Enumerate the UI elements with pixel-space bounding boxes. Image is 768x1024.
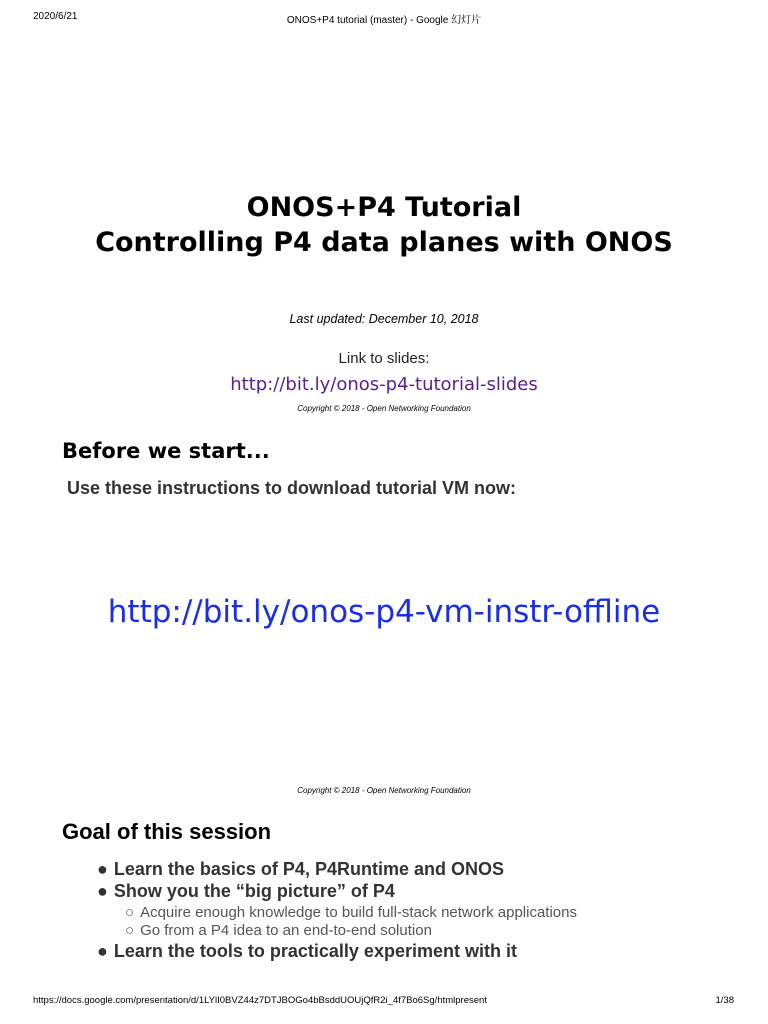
slides-link[interactable]: http://bit.ly/onos-p4-tutorial-slides: [230, 374, 538, 395]
bullet-item: ● Show you the “big picture” of P4: [97, 881, 395, 901]
slide3-heading: Goal of this session: [62, 819, 272, 844]
link-label: Link to slides:: [338, 350, 430, 367]
print-date: 2020/6/21: [33, 11, 78, 22]
print-page-count: 1/38: [715, 995, 734, 1006]
sub-bullet-item: ○ Acquire enough knowledge to build full-stack network applications: [125, 904, 577, 921]
print-page-title: ONOS+P4 tutorial (master) - Google 幻灯片: [286, 15, 482, 26]
slide2-copyright: Copyright © 2018 - Open Networking Foundation: [297, 786, 471, 795]
slide1-title-line2: Controlling P4 data planes with ONOS: [95, 227, 673, 258]
sub-bullet-circle-icon: ○: [125, 922, 135, 939]
slide1-copyright: Copyright © 2018 - Open Networking Foundation: [297, 404, 471, 413]
print-url: https://docs.google.com/presentation/d/1LYlI0BVZ44z7DTJBOGo4bBsddUOUjQfR2i_4f7Bo6Sg/htmlpresent: [33, 995, 487, 1006]
vm-link-wrap: [0, 594, 768, 630]
bullet-dot-icon: ●: [97, 941, 108, 961]
bullet-item: ● Learn the tools to practically experiment with it: [97, 941, 517, 961]
slide1-title-line1: ONOS+P4 Tutorial: [246, 192, 522, 223]
sub-bullet-item: ○ Go from a P4 idea to an end-to-end solution: [125, 922, 432, 939]
slide2-instruction: Use these instructions to download tutorial VM now:: [67, 478, 517, 498]
last-updated: Last updated: December 10, 2018: [289, 312, 479, 326]
bullet-dot-icon: ●: [97, 881, 108, 901]
vm-instructions-link[interactable]: http://bit.ly/onos-p4-vm-instr-offline: [107, 594, 661, 630]
slides-link-wrap: [0, 374, 768, 395]
sub-bullet-circle-icon: ○: [125, 904, 135, 921]
bullet-dot-icon: ●: [97, 859, 108, 879]
slide2-heading: Before we start...: [62, 439, 270, 463]
bullet-item: ● Learn the basics of P4, P4Runtime and ONOS: [97, 859, 504, 879]
